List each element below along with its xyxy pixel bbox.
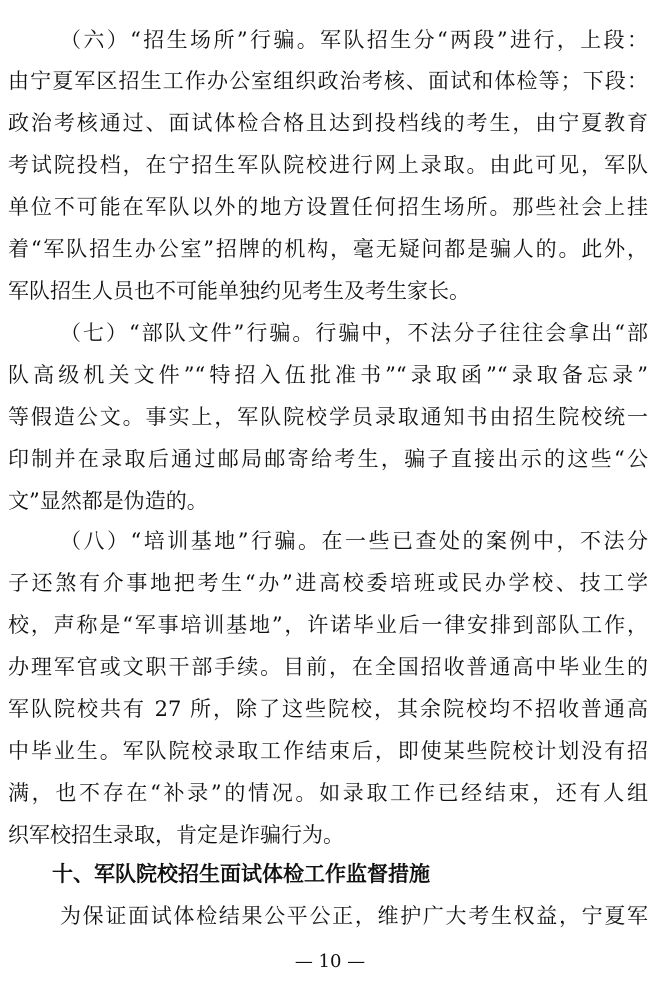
paragraph-line: 印制并在录取后通过邮局邮寄给考生，骗子直接出示的这些“公 — [8, 447, 648, 471]
paragraph-line: 军队院校共有 27 所，除了这些院校，其余院校均不招收普通高 — [8, 697, 648, 721]
paragraph-line: 中毕业生。军队院校录取工作结束后，即使某些院校计划没有招 — [8, 739, 648, 763]
section-heading: 十、军队院校招生面试体检工作监督措施 — [52, 862, 430, 886]
paragraph-line: （六）“招生场所”行骗。军队招生分“两段”进行，上段： — [60, 28, 648, 52]
paragraph-line: 织军校招生录取，肯定是诈骗行为。 — [8, 823, 344, 847]
paragraph-line: 军队招生人员也不可能单独约见考生及考生家长。 — [8, 279, 470, 303]
paragraph-line: 为保证面试体检结果公平公正，维护广大考生权益，宁夏军 — [60, 904, 648, 928]
paragraph-line: 单位不可能在军队以外的地方设置任何招生场所。那些社会上挂 — [8, 195, 648, 219]
page-number: — 10 — — [294, 951, 366, 972]
paragraph-line: （八）“培训基地”行骗。在一些已查处的案例中，不法分 — [60, 529, 648, 553]
paragraph-line: 办理军官或文职干部手续。目前，在全国招收普通高中毕业生的 — [8, 655, 648, 679]
paragraph-line: 子还煞有介事地把考生“办”进高校委培班或民办学校、技工学 — [8, 571, 648, 595]
paragraph-line: 着“军队招生办公室”招牌的机构，毫无疑问都是骗人的。此外， — [8, 237, 648, 261]
paragraph-line: 考试院投档，在宁招生军队院校进行网上录取。由此可见，军队 — [8, 153, 648, 177]
paragraph-line: 校，声称是“军事培训基地”，许诺毕业后一律安排到部队工作， — [8, 613, 648, 637]
paragraph-line: 满，也不存在“补录”的情况。如录取工作已经结束，还有人组 — [8, 781, 648, 805]
paragraph-line: 文”显然都是伪造的。 — [8, 489, 208, 513]
paragraph-line: 等假造公文。事实上，军队院校学员录取通知书由招生院校统一 — [8, 405, 648, 429]
paragraph-line: 政治考核通过、面试体检合格且达到投档线的考生，由宁夏教育 — [8, 111, 648, 135]
paragraph-line: 由宁夏军区招生工作办公室组织政治考核、面试和体检等；下段： — [8, 69, 648, 93]
paragraph-line: （七）“部队文件”行骗。行骗中，不法分子往往会拿出“部 — [60, 321, 648, 345]
paragraph-line: 队高级机关文件”“特招入伍批准书”“录取函”“录取备忘录” — [8, 363, 648, 387]
